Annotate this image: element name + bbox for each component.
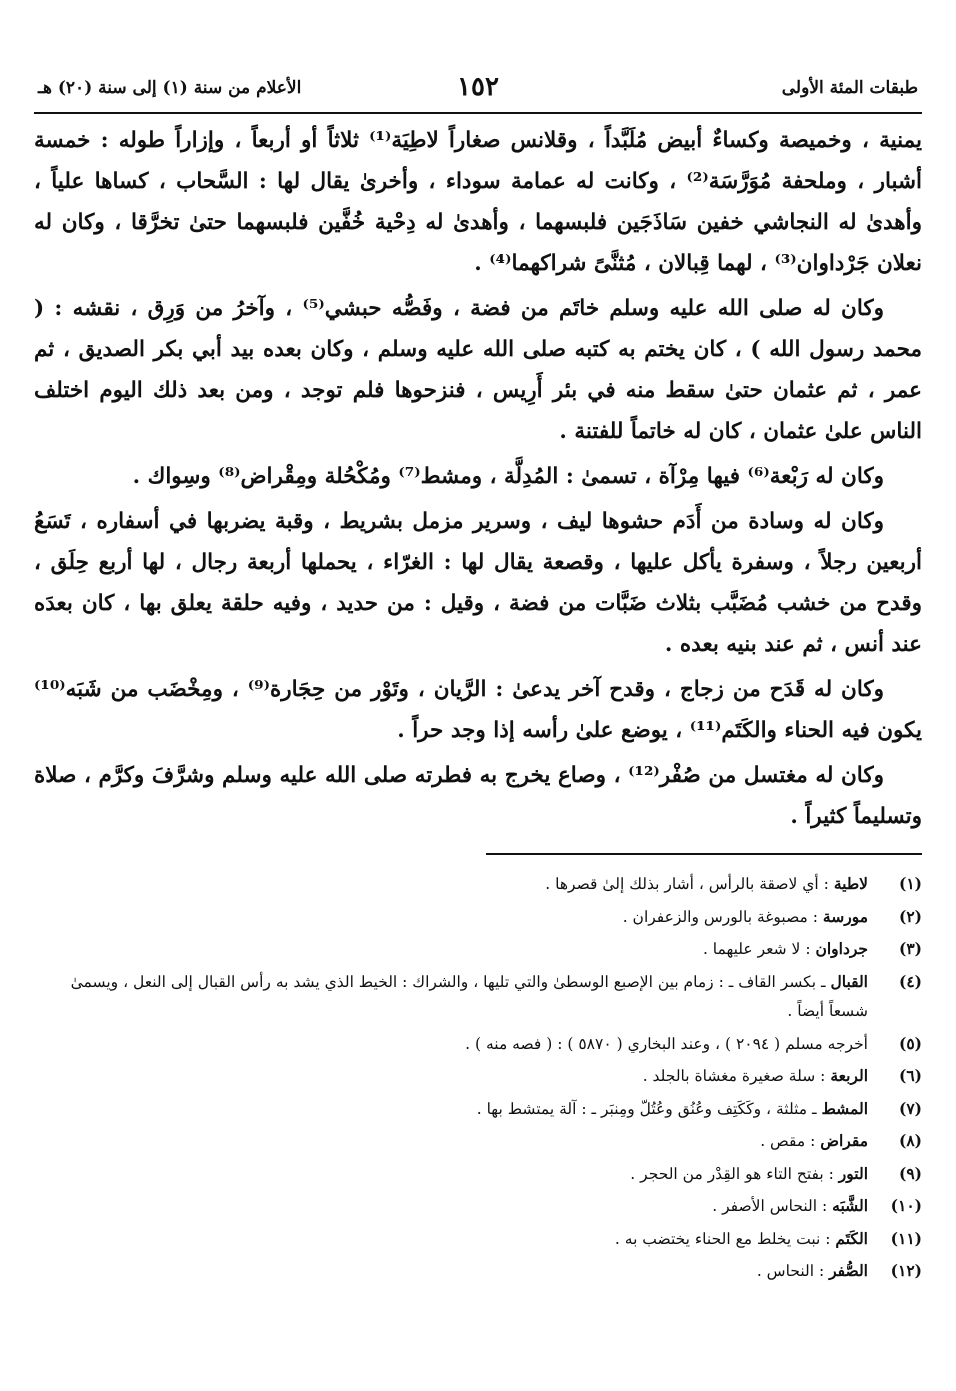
footnote-text: : لا شعر عليهما . — [702, 940, 816, 958]
page-number: ١٥٢ — [457, 72, 499, 102]
footnote — [34, 869, 922, 900]
main-text — [34, 120, 922, 837]
footnote-text: : نبت يخلط مع الحناء يختضب به . — [614, 1229, 836, 1248]
footnote-term: مورسة — [822, 906, 868, 926]
footnote-number: (١٢) — [890, 1261, 922, 1280]
footnote-number: (٩) — [898, 1163, 922, 1183]
book-title: طبقات المئة الأولى — [781, 78, 918, 98]
footnote-text: : النحاس . — [756, 1262, 830, 1280]
footnote-text: ـ بكسر القاف ـ : زمام بين الإصبع الوسطىٰ والتي تليها ، والشراك : الخيط الذي يشد به رأس القبال إلى النعل ، ويسمىٰ شسعاً أيضاً . — [70, 972, 868, 1020]
footnote-text: : أي لاصقة بالرأس ، أشار بذلك إلىٰ قصرها . — [545, 875, 834, 893]
footnote-text: : مقص . — [760, 1132, 821, 1150]
footnote-term: الربعة — [830, 1066, 868, 1085]
footnote — [34, 1126, 922, 1157]
footnote-number: (٣) — [898, 939, 922, 958]
footnote-number: (٤) — [898, 971, 922, 991]
footnote-term: الكَتَم — [835, 1228, 868, 1248]
footnote-text: : النحاس الأصفر . — [712, 1197, 833, 1215]
footnote — [34, 1029, 922, 1060]
paragraph: وكان له وسادة من أَدَم حشوها ليف ، وسرير مزمل بشريط ، وقبة يضربها في أسفاره ، تَسَعُ أربعين رجلاً ، وسفرة يأكل عليها ، وقصعة يقال لها : الغرّاء ، يحملها أربعة رجال ، لها أربع حِلَق ، وقدح من خشب مُضَبَّب بثلاث ضَبَّات من فضة ، وقيل : من حديد ، وفيه حلقة يعلق بها ، كان بعدَه عند أنس ، ثم عند بنيه بعده . — [34, 509, 922, 657]
footnote-text: : مصبوغة بالورس والزعفران . — [622, 907, 823, 926]
footnote-text: : بفتح التاء هو القِدْر من الحجر . — [630, 1164, 839, 1183]
footnote-number: (١١) — [890, 1228, 922, 1248]
footnote-term: جرداوان — [815, 939, 868, 958]
section-title: الأعلام من سنة (١) إلى سنة (٢٠) هـ — [38, 78, 302, 98]
footnote-body — [34, 1126, 868, 1157]
footnote-body — [34, 1191, 868, 1222]
footnote-number: (٦) — [898, 1066, 922, 1085]
footnote-body — [34, 1061, 868, 1092]
footnote-body — [34, 902, 868, 933]
footnote-text: أخرجه مسلم ( ٢٠٩٤ ) ، وعند البخاري ( ٥٨٧٠ ) : ( فصه منه ) . — [465, 1034, 868, 1053]
footnote-number: (١) — [898, 874, 922, 893]
footnote-body — [34, 967, 868, 1027]
footnote-body — [34, 869, 868, 900]
footnotes — [34, 869, 922, 1287]
footnote — [34, 1224, 922, 1255]
footnote-separator — [486, 853, 922, 855]
footnote-body — [34, 934, 868, 965]
paragraph: وكان له صلى الله عليه وسلم خاتَم من فضة ، وفَصُّه حبشي⁽⁵⁾ ، وآخرُ من وَرِق ، نقشه : ( محمد رسول الله ) ، كان يختم به كتبه صلى الله عليه وسلم ، وكان بعده بيد أبي بكر الصديق ، ثم عمر ، ثم عثمان حتىٰ سقط منه في بئر أَرِيس ، فنزحوها فلم توجد ، ومن بعد ذلك اليوم اختلف الناس علىٰ عثمان ، كان له خاتماً للفتنة . — [34, 296, 922, 444]
paragraph: يمنية ، وخميصة وكساءٌ أبيض مُلَبَّداً ، وقلانس صغاراً لاطِيَة⁽¹⁾ ثلاثاً أو أربعاً ، وإزاراً طوله : خمسة أشبار ، وملحفة مُوَرَّسَة⁽²⁾ ، وكانت له عمامة سوداء ، وأخرىٰ يقال لها : السَّحاب ، كساها علياً ، وأهدىٰ له النجاشي خفين سَاذَجَين فلبسهما ، وأهدىٰ له دِحْية خُفَّين فلبسهما حتىٰ تخرَّقا ، وكان له نعلان جَرْداوان⁽³⁾ ، لهما قِبالان ، مُثنَّىً شراكهما⁽⁴⁾ . — [34, 128, 922, 276]
book-page — [34, 70, 922, 1370]
footnote-number: (٧) — [898, 1098, 922, 1118]
footnote-term: الصُّفر — [829, 1261, 868, 1280]
footnote — [34, 1256, 922, 1287]
footnote-term: التور — [838, 1163, 868, 1183]
footnote-term: القبال — [830, 971, 868, 991]
footnote-number: (١٠) — [890, 1196, 922, 1215]
footnote — [34, 967, 922, 1027]
paragraph: وكان له رَبْعة⁽⁶⁾ فيها مِرْآة ، تسمىٰ : المُدِلَّة ، ومشط⁽⁷⁾ ومُكْحُلة ومِقْراض⁽⁸⁾ وسِواك . — [132, 464, 884, 489]
footnote-body — [34, 1159, 868, 1190]
footnote — [34, 934, 922, 965]
footnote — [34, 1159, 922, 1190]
footnote-term: مقراض — [820, 1131, 868, 1150]
footnote-text: : سلة صغيرة مغشاة بالجلد . — [642, 1067, 831, 1085]
paragraph: وكان له مغتسل من صُفْر⁽¹²⁾ ، وصاع يخرج به فطرته صلى الله عليه وسلم وشرَّفَ وكرَّم ، صلاة وتسليماً كثيراً . — [34, 763, 922, 829]
footnote-body — [34, 1029, 868, 1060]
paragraph: وكان له قَدَح من زجاج ، وقدح آخر يدعىٰ : الرَّيان ، وتَوْر من حِجَارة⁽⁹⁾ ، ومِخْضَب من شَبَه⁽¹⁰⁾ يكون فيه الحناء والكَتَم⁽¹¹⁾ ، يوضع علىٰ رأسه إذا وجد حراً . — [34, 677, 922, 743]
footnote-term: المشط — [821, 1098, 868, 1118]
page-header — [34, 70, 922, 114]
footnote — [34, 1094, 922, 1125]
footnote-number: (٢) — [898, 906, 922, 926]
footnote-number: (٥) — [898, 1033, 922, 1053]
footnote-term: الشَّبَه — [832, 1196, 868, 1215]
footnote-term: لاطية — [833, 874, 868, 893]
footnote-text: ـ مثلثة ، وكَكَتِف وعُنُق وعُتُلّ ومِنبَر ـ : آلة يمتشط بها . — [476, 1099, 822, 1118]
footnote — [34, 1191, 922, 1222]
footnote — [34, 1061, 922, 1092]
footnote-number: (٨) — [898, 1131, 922, 1150]
footnote-body — [34, 1224, 868, 1255]
footnote — [34, 902, 922, 933]
footnote-body — [34, 1256, 868, 1287]
footnote-body — [34, 1094, 868, 1125]
